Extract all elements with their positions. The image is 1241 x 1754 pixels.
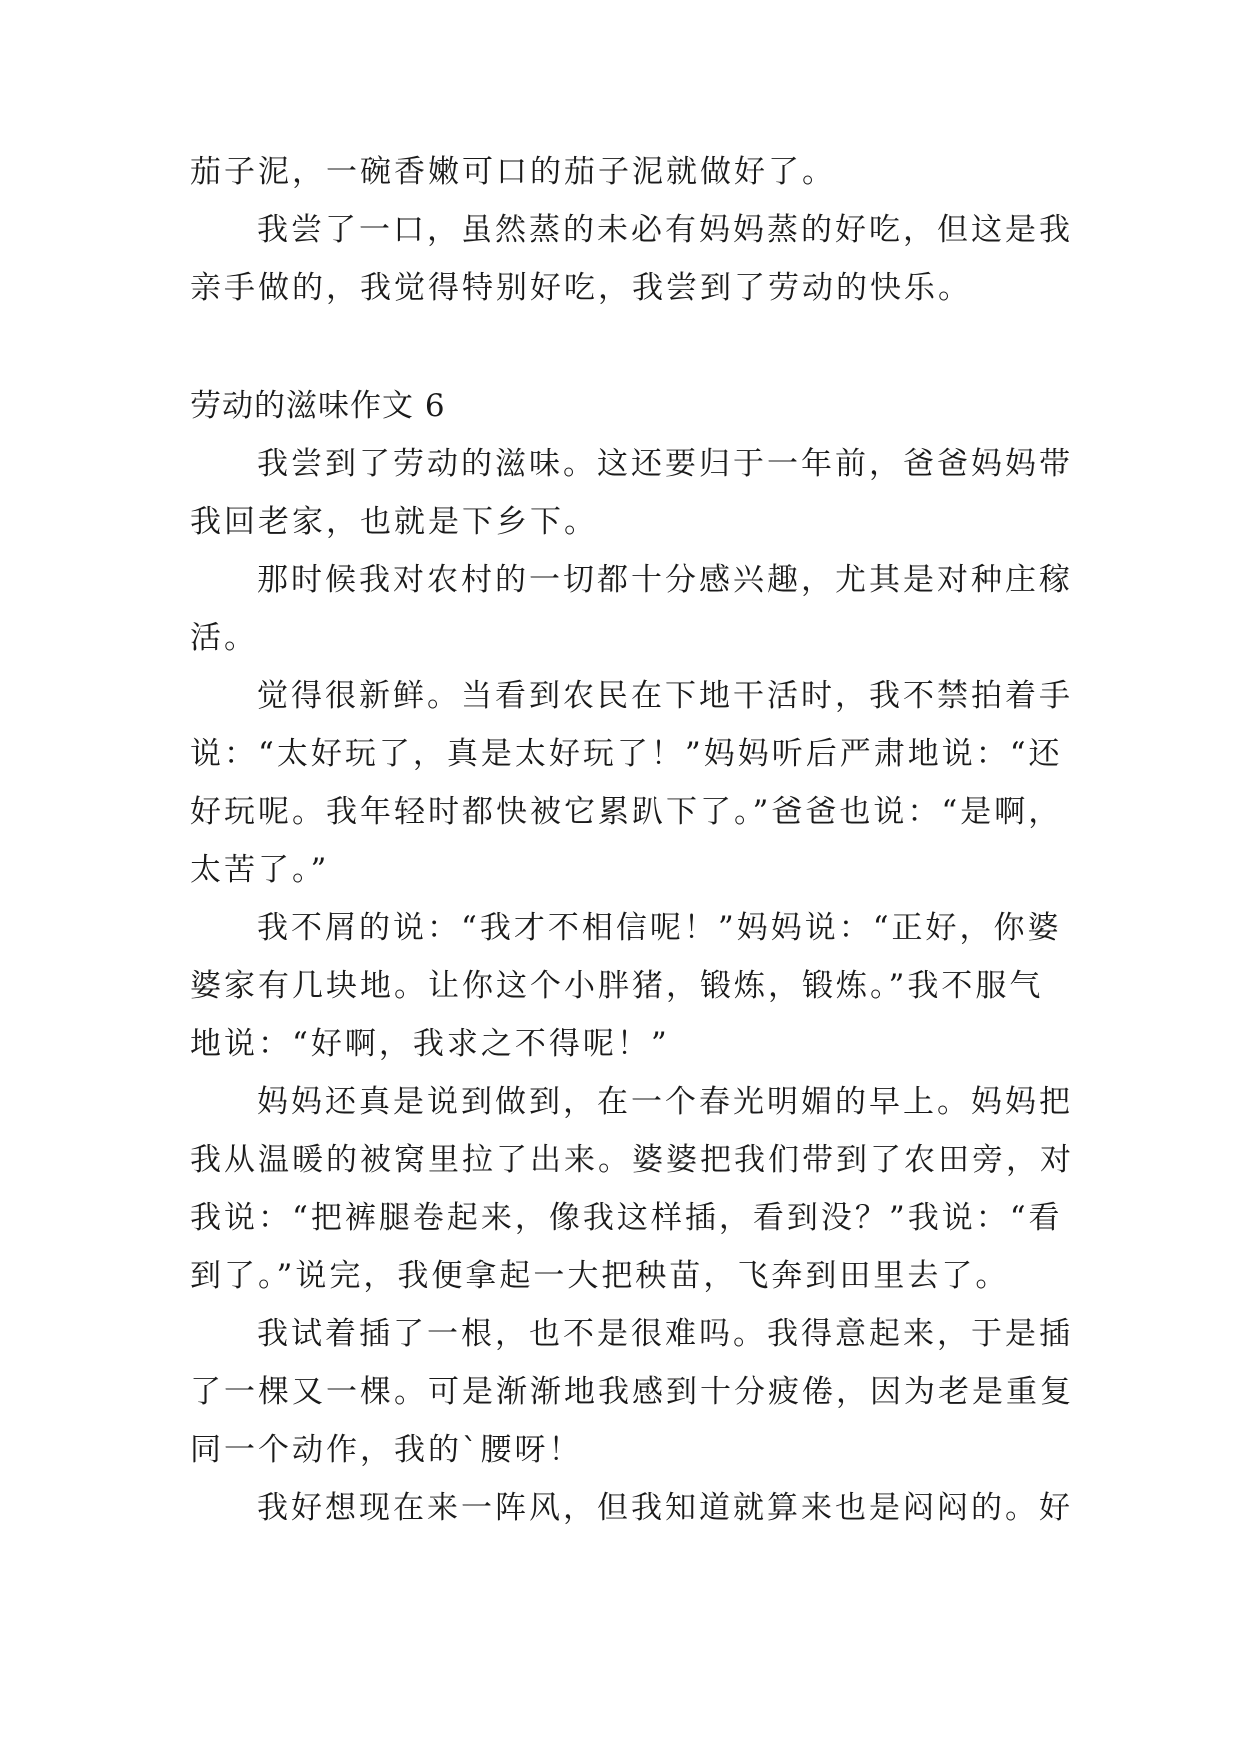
paragraph-line: 茄子泥，一碗香嫩可口的茄子泥就做好了。 [190, 154, 836, 190]
paragraph-line: 说：“太好玩了，真是太好玩了！”妈妈听后严肃地说：“还 [190, 736, 1063, 772]
paragraph-line: 我从温暖的被窝里拉了出来。婆婆把我们带到了农田旁，对 [190, 1142, 1074, 1178]
paragraph-line: 妈妈还真是说到做到，在一个春光明媚的早上。妈妈把 [257, 1084, 1073, 1120]
paragraph-line: 我不屑的说：“我才不相信呢！”妈妈说：“正好，你婆 [257, 910, 1062, 946]
paragraph-line: 我尝了一口，虽然蒸的未必有妈妈蒸的好吃，但这是我 [257, 212, 1073, 248]
paragraph-line: 同一个动作，我的`腰呀！ [190, 1432, 583, 1468]
paragraph-line: 地说：“好啊，我求之不得呢！” [190, 1026, 670, 1062]
paragraph-line: 我好想现在来一阵风，但我知道就算来也是闷闷的。好 [257, 1490, 1073, 1526]
paragraph-line: 到了。”说完，我便拿起一大把秧苗，飞奔到田里去了。 [190, 1258, 1010, 1294]
section-heading: 劳动的滋味作文 6 [190, 388, 446, 424]
paragraph-line: 婆家有几块地。让你这个小胖猪，锻炼，锻炼。”我不服气 [190, 968, 1044, 1004]
paragraph-line: 了一棵又一棵。可是渐渐地我感到十分疲倦，因为老是重复 [190, 1374, 1074, 1410]
paragraph-line: 那时候我对农村的一切都十分感兴趣，尤其是对种庄稼 [257, 562, 1073, 598]
paragraph-line: 我回老家，也就是下乡下。 [190, 504, 598, 540]
paragraph-line: 好玩呢。我年轻时都快被它累趴下了。”爸爸也说：“是啊， [190, 794, 1063, 830]
paragraph-line: 太苦了。” [190, 852, 330, 888]
paragraph-line: 我试着插了一根，也不是很难吗。我得意起来，于是插 [257, 1316, 1073, 1352]
paragraph-line: 觉得很新鲜。当看到农民在下地干活时，我不禁拍着手 [257, 678, 1073, 714]
paragraph-line: 活。 [190, 620, 258, 656]
paragraph-line: 我说：“把裤腿卷起来，像我这样插，看到没？”我说：“看 [190, 1200, 1063, 1236]
paragraph-line: 亲手做的，我觉得特别好吃，我尝到了劳动的快乐。 [190, 270, 972, 306]
paragraph-line: 我尝到了劳动的滋味。这还要归于一年前，爸爸妈妈带 [257, 446, 1073, 482]
